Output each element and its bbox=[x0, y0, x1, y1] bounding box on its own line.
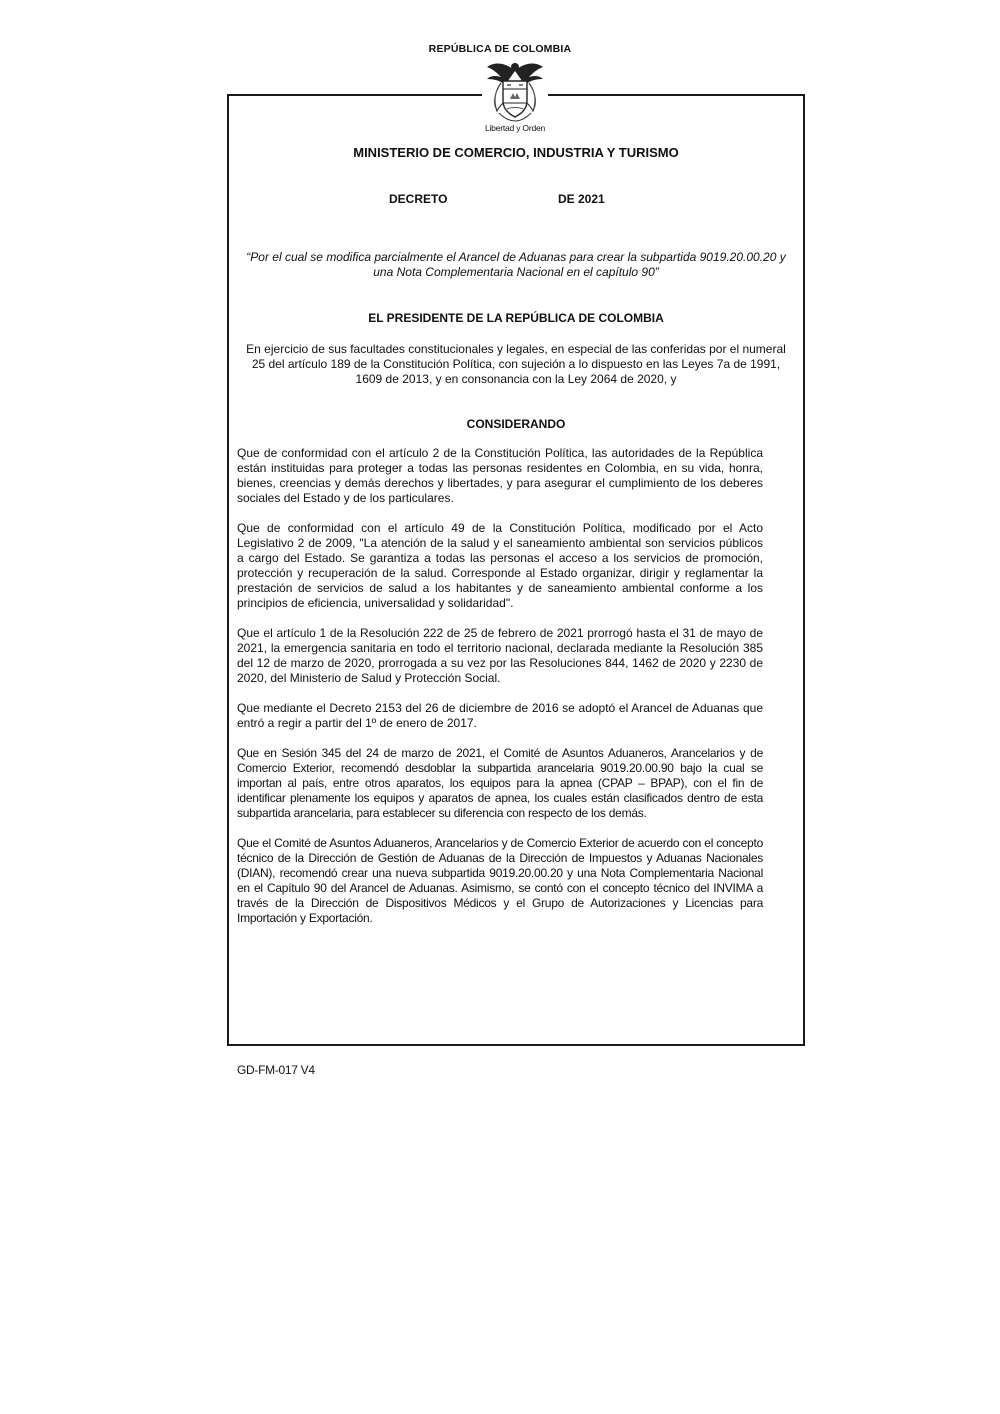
country-heading: REPÚBLICA DE COLOMBIA bbox=[428, 43, 572, 55]
decree-subject: “Por el cual se modifica parcialmente el Arancel de Aduanas para crear la subpartida 9019.20.00.20 y una Nota Complementaria Nacional en el capítulo 90” bbox=[246, 250, 786, 279]
seal-motto: Libertad y Orden bbox=[484, 123, 546, 133]
consideration-paragraph: Que mediante el Decreto 2153 del 26 de diciembre de 2016 se adoptó el Arancel de Aduanas que entró a regir a partir del 1º de enero de 2017. bbox=[237, 701, 763, 730]
consideration-paragraph: Que el artículo 1 de la Resolución 222 de 25 de febrero de 2021 prorrogó hasta el 31 de mayo de 2021, la emergencia sanitaria en todo el territorio nacional, declarada mediante la Resolución 385 del 12 de marzo de 2020, prorrogada a su vez por las Resoluciones 844, 1462 de 2020 y 2230 de 2020, del Ministerio de Salud y Protección Social. bbox=[237, 626, 763, 685]
consideration-paragraph: Que de conformidad con el artículo 49 de la Constitución Política, modificado por el Acto Legislativo 2 de 2009, "La atención de la salud y el saneamiento ambiental son servicios públicos a cargo del Estado. Se garantiza a todas las personas el acceso a los servicios de promoción, protección y recuperación de la salud. Corresponde al Estado organizar, dirigir y reglamentar la prestación de servicios de salud a los habitantes y de saneamiento ambiental conforme a los principios de eficiencia, universalidad y solidaridad". bbox=[237, 521, 763, 610]
consideration-paragraph: Que en Sesión 345 del 24 de marzo de 2021, el Comité de Asuntos Aduaneros, Arancelarios y de Comercio Exterior, recomendó desdoblar la subpartida arancelaria 9019.20.00.90 bajo la cual se importan al país, entre otros aparatos, los equipos para la apnea (CPAP – BPAP), con el fin de identificar plenamente los equipos y aparatos de apnea, los cuales están clasificados dentro de esta subpartida arancelaria, para establecer su diferencia con respecto de los demás. bbox=[237, 746, 763, 820]
decree-label: DECRETO bbox=[389, 192, 448, 206]
form-code: GD-FM-017 V4 bbox=[237, 1063, 315, 1077]
considerations-body bbox=[237, 446, 763, 941]
consideration-paragraph: Que el Comité de Asuntos Aduaneros, Arancelarios y de Comercio Exterior de acuerdo con el concepto técnico de la Dirección de Gestión de Aduanas de la Dirección de Impuestos y Aduanas Nacionales (DIAN), recomendó crear una nueva subpartida 9019.20.00.20 y una Nota Complementaria Nacional en el Capítulo 90 del Arancel de Aduanas. Asimismo, se contó con el concepto técnico del INVIMA a través de la Dirección de Dispositivos Médicos y el Grupo de Autorizaciones y Licencias para Importación y Exportación. bbox=[237, 836, 763, 925]
president-heading: EL PRESIDENTE DE LA REPÚBLICA DE COLOMBIA bbox=[368, 311, 664, 325]
powers-paragraph: En ejercicio de sus facultades constitucionales y legales, en especial de las conferidas por el numeral 25 del artículo 189 de la Constitución Política, con sujeción a lo dispuesto en las Leyes 7a de 1991, 1609 de 2013, y en consonancia con la Ley 2064 de 2020, y bbox=[246, 342, 786, 386]
consideration-paragraph: Que de conformidad con el artículo 2 de la Constitución Política, las autoridades de la República están instituidas para proteger a todas las personas residentes en Colombia, en su vida, honra, bienes, creencias y demás derechos y libertades, y para asegurar el cumplimiento de los deberes sociales del Estado y de los particulares. bbox=[237, 446, 763, 505]
decree-line bbox=[229, 192, 803, 208]
ministry-title: MINISTERIO DE COMERCIO, INDUSTRIA Y TURISMO bbox=[353, 145, 679, 160]
considering-heading: CONSIDERANDO bbox=[466, 417, 566, 431]
decree-year: DE 2021 bbox=[558, 192, 605, 206]
